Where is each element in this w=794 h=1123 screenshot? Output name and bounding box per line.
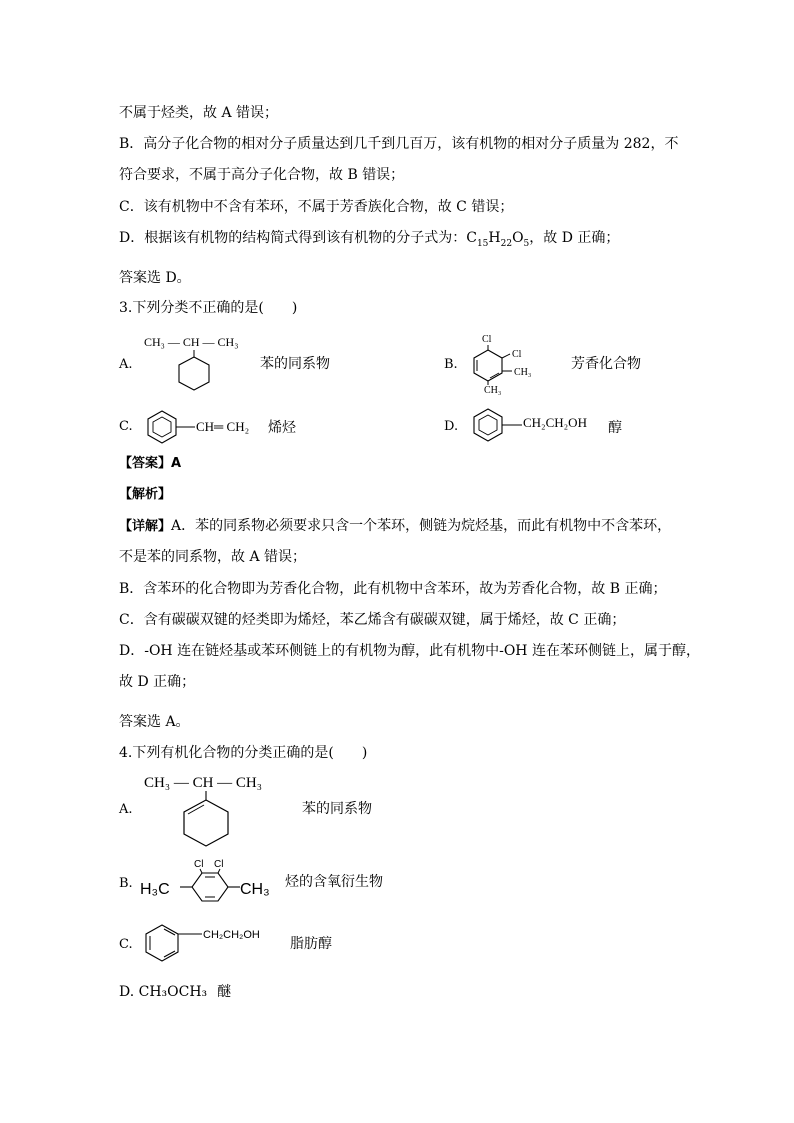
svg-text:Cl: Cl [512,349,522,360]
q4-option-b-letter: B. [119,876,133,891]
svg-text:H₃C: H₃C [140,881,170,898]
question-4-stem: 4.下列有机化合物的分类正确的是( ) [119,745,368,761]
q3-option-c-label: 烯烃 [268,420,296,436]
q3-answer: 【答案】A [119,456,182,471]
text-line: B．高分子化合物的相对分子质量达到几千到几百万，该有机物的相对分子质量为 282，不 [119,136,679,152]
q3-option-c-structure [140,409,270,447]
q3-a-formula: CH₃ — CH — CH₃ [144,335,239,349]
q3-option-a-letter: A. [119,357,133,372]
q3-detail-line: 故 D 正确； [119,674,196,690]
svg-text:Cl: Cl [194,859,204,870]
text-line: C．该有机物中不含有苯环，不属于芳香族化合物，故 C 错误； [119,199,514,215]
text-line: 符合要求，不属于高分子化合物，故 B 错误； [119,167,405,183]
q3-option-c-letter: C. [119,419,133,434]
q3-option-d-structure [466,407,606,447]
q3-option-a-label: 苯的同系物 [260,356,330,372]
q4-option-c-letter: C. [119,937,133,952]
q3-option-d-letter: D. [444,419,459,434]
q3-detail-line: C．含有碳碳双键的烃类即为烯烃，苯乙烯含有碳碳双键，属于烯烃，故 C 正确； [119,612,626,628]
q4-option-a-letter: A. [119,802,133,817]
text-line: 不属于烃类，故 A 错误； [119,105,279,121]
q4-option-c-structure [140,922,290,966]
q3-analysis-heading: 【解析】 [119,487,172,502]
svg-text:Cl: Cl [482,334,492,345]
q4-option-a-structure [142,770,302,850]
q3-option-a-structure [140,332,270,394]
q4-option-d: D. CH₃OCH₃ 醚 [119,984,232,1000]
svg-text:CH₂CH₂OH: CH₂CH₂OH [203,929,260,941]
svg-text:Cl: Cl [214,859,224,870]
q4-option-c-label: 脂肪醇 [290,936,332,952]
svg-text:CH₂CH₂OH: CH₂CH₂OH [523,415,587,430]
q3-option-b-structure [458,330,568,396]
q4-option-b-structure [140,855,290,907]
question-3-stem: 3.下列分类不正确的是( ) [119,300,298,316]
q4-option-a-label: 苯的同系物 [302,801,372,817]
answer-line: 答案选 D。 [119,270,191,286]
q4-a-formula: CH₃ — CH — CH₃ [144,775,262,791]
q3-final-answer: 答案选 A。 [119,714,190,730]
svg-text:CH₃: CH₃ [484,385,502,396]
svg-text:CH₃: CH₃ [514,367,532,378]
q3-option-b-label: 芳香化合物 [571,356,641,372]
q3-detail-line: D．-OH 连在链烃基或苯环侧链上的有机物为醇，此有机物中-OH 连在苯环侧链上，属于醇， [119,643,700,659]
q3-option-b-letter: B. [444,357,458,372]
text-line-formula: D．根据该有机物的结构简式得到该有机物的分子式为：$C_{15}H_{22}O_5$，故 D 正确； [119,230,620,249]
svg-text:CH═ CH₂: CH═ CH₂ [196,419,250,434]
q4-option-b-label: 烃的含氧衍生物 [285,874,383,890]
svg-text:CH₃: CH₃ [240,881,270,898]
q3-detail-line: 不是苯的同系物，故 A 错误； [119,549,307,565]
q3-detail-line: 【详解】A．苯的同系物必须要求只含一个苯环，侧链为烷烃基，而此有机物中不含苯环， [119,518,672,534]
q3-detail-line: B．含苯环的化合物即为芳香化合物，此有机物中含苯环，故为芳香化合物，故 B 正确； [119,581,667,597]
q3-option-d-label: 醇 [608,420,622,436]
